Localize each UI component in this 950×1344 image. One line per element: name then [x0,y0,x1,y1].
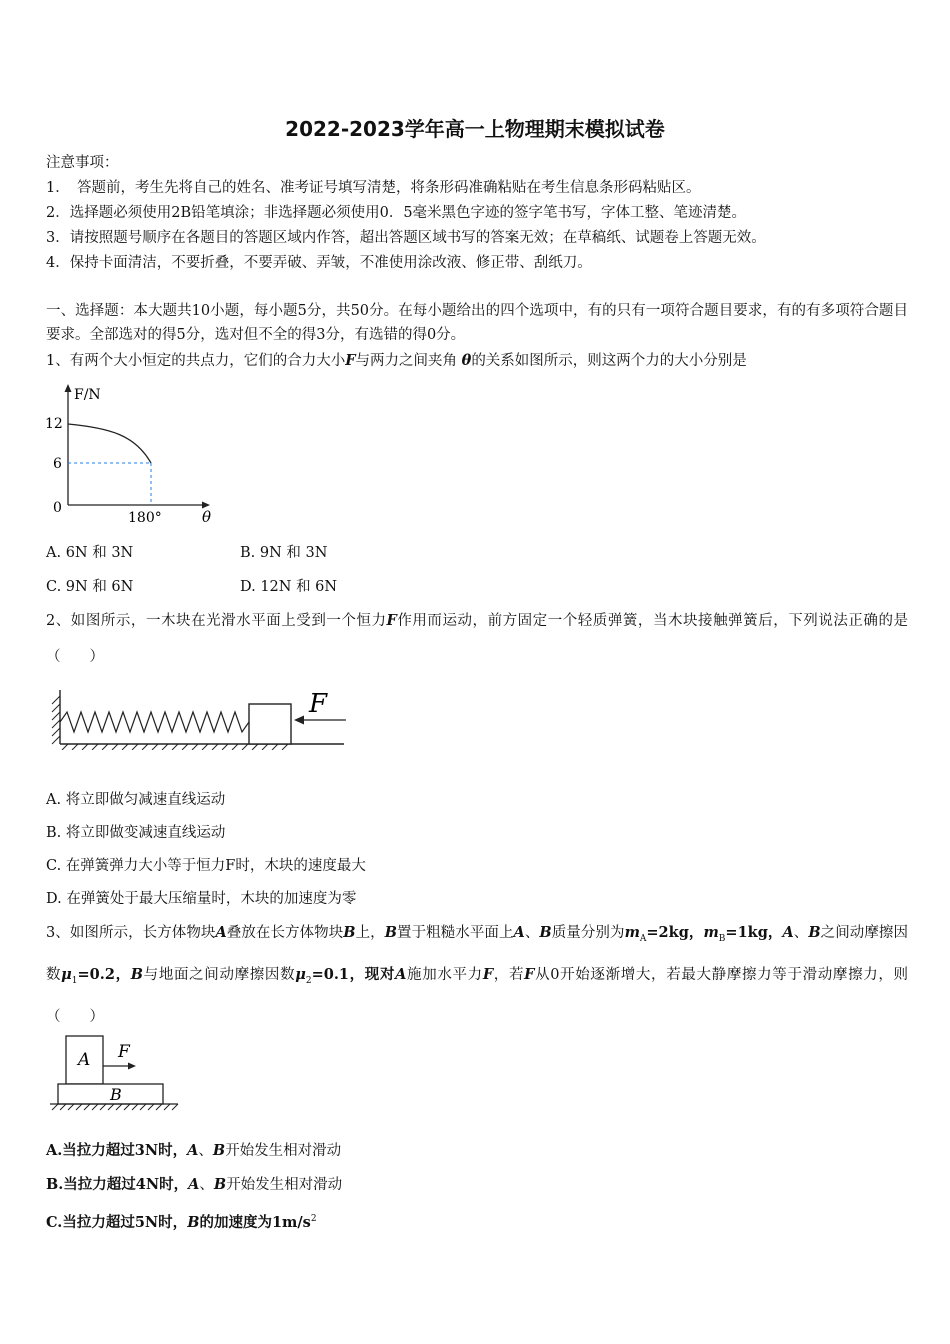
y-axis-label: F/N [74,387,101,403]
notice-item-2: 2．选择题必须使用2B铅笔填涂；非选择题必须使用0．5毫米黑色字迹的签字笔书写，字体工整、笔迹清楚。 [46,205,747,221]
q2-stem: 2、如图所示，一木块在光滑水平面上受到一个恒力F作用而运动，前方固定一个轻质弹簧，当木块接触弹簧后，下列说法正确的是（ ） [46,612,908,665]
spring [60,712,249,732]
notice-item-1: 1． 答题前，考生先将自己的姓名、准考证号填写清楚，将条形码准确粘贴在考生信息条形码粘贴区。 [46,180,701,196]
x-axis-label: θ [202,508,212,526]
q1-option-a: A. 6N 和 3N [46,545,134,561]
page-title: 2022-2023学年高一上物理期末模拟试卷 [285,117,665,141]
ground-hatching [52,1104,178,1110]
force-arrow-head [128,1063,136,1070]
q1-option-b: B. 9N 和 3N [240,545,328,561]
q1-stem: 1、有两个大小恒定的共点力，它们的合力大小F与两力之间夹角 θ的关系如图所示，则这两个力的大小分别是 [46,352,747,369]
q3-block-figure [46,1032,186,1112]
q3-option-a: A.当拉力超过3N时，A、B开始发生相对滑动 [46,1142,342,1159]
label-b: B [110,1085,122,1104]
q2-option-c: C. 在弹簧弹力大小等于恒力F时，木块的速度最大 [46,858,366,874]
q2-spring-figure [44,684,354,750]
q3-option-c: C.当拉力超过5N时，B的加速度为$1m/s^2$ [46,1213,317,1231]
ground-hatching [62,744,288,750]
q2-option-a: A. 将立即做匀减速直线运动 [46,792,226,808]
q1-option-c: C. 9N 和 6N [46,579,134,595]
force-label: F [309,689,328,719]
y-tick-6: 6 [53,456,62,472]
y-tick-0: 0 [53,500,62,516]
notice-heading: 注意事项： [46,155,119,171]
notice-item-3: 3．请按照题号顺序在各题目的答题区域内作答，超出答题区域书写的答案无效；在草稿纸、试题卷上答题无效。 [46,230,766,246]
wooden-block [249,704,291,744]
wall-hatching [52,696,60,744]
label-a: A [78,1050,91,1070]
q3-stem: 3、如图所示，长方体物块A叠放在长方体物块B上，B置于粗糙水平面上A、B质量分别为$m_A=2kg$，$m_B=1kg$，A、B之间动摩擦因数$\mu_1=0.2$，B与地面之间动摩擦因数$\mu_2=0.1$，现对A施加水平力F，若F从0开始逐渐增大，若最大静摩擦力等于滑动摩擦力，则（ ） [46,924,909,1025]
y-tick-12: 12 [45,416,63,432]
section-1-instructions: 一、选择题：本大题共10小题，每小题5分，共50分。在每小题给出的四个选项中，有的只有一项符合题目要求，有的有多项符合题目要求。全部选对的得5分，选对但不全的得3分，有选错的得0分。 [46,303,908,343]
q3-option-b: B.当拉力超过4N时，A、B开始发生相对滑动 [46,1176,343,1193]
q2-option-b: B. 将立即做变减速直线运动 [46,825,226,841]
x-tick-180: 180° [128,510,162,526]
q1-graph [40,380,230,530]
y-axis-arrow [65,384,72,392]
force-arrow-head [294,716,304,725]
q2-option-d: D. 在弹簧处于最大压缩量时，木块的加速度为零 [46,891,357,907]
q1-option-d: D. 12N 和 6N [240,579,338,595]
resultant-curve [68,424,151,463]
notice-item-4: 4．保持卡面清洁，不要折叠，不要弄破、弄皱，不准使用涂改液、修正带、刮纸刀。 [46,255,592,271]
label-f: F [118,1042,130,1062]
